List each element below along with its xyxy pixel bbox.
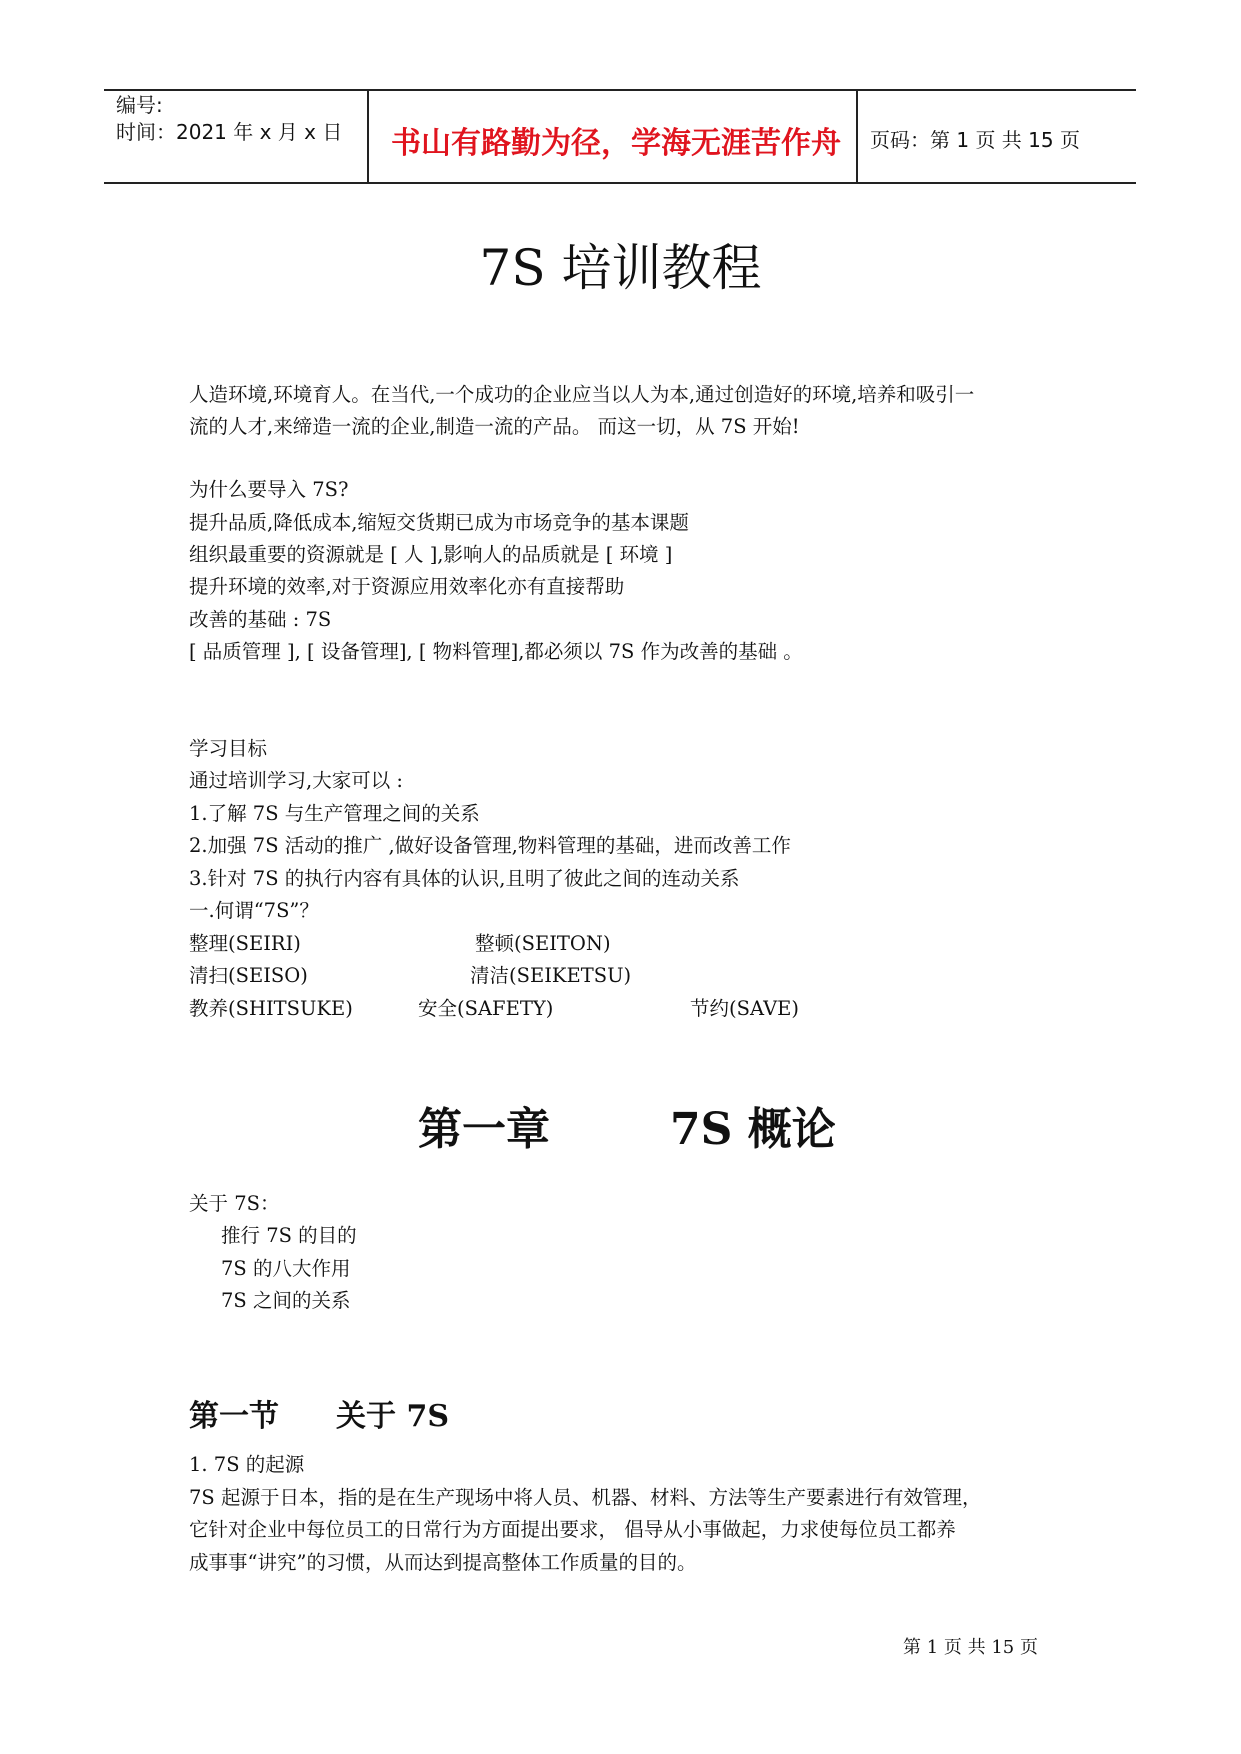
origin-line-2: 它针对企业中每位员工的日常行为方面提出要求， 倡导从小事做起，力求使每位员工都养 [189, 1518, 956, 1541]
chapter-title: 7S 概论 [670, 1104, 836, 1155]
what-is-7s: 一.何谓“7S”？ [189, 899, 319, 922]
goal-item: 2.加强 7S 活动的推广 ,做好设备管理,物料管理的基础，进而改善工作 [189, 834, 791, 857]
goals-heading: 学习目标 [189, 737, 268, 760]
seven-s-seiso: 清扫(SEISO) [189, 964, 308, 987]
chapter-number: 第一章 [418, 1104, 550, 1155]
header-time-label: 时间：2021 年 x 月 x 日 [116, 120, 343, 144]
why-item: 提升品质,降低成本,缩短交货期已成为市场竞争的基本课题 [189, 511, 689, 534]
header-page-code: 页码：第 1 页 共 15 页 [870, 128, 1080, 152]
why-item: 改善的基础 : 7S [189, 608, 332, 631]
about-item: 7S 的八大作用 [221, 1257, 351, 1280]
why-item: 组织最重要的资源就是 [ 人 ],影响人的品质就是 [ 环境 ] [189, 543, 673, 566]
seven-s-save: 节约(SAVE) [690, 997, 800, 1020]
goal-item: 3.针对 7S 的执行内容有具体的认识,且明了彼此之间的连动关系 [189, 867, 740, 890]
goals-intro: 通过培训学习,大家可以 : [189, 769, 403, 792]
section-number: 第一节 [189, 1399, 279, 1434]
origin-heading: 1. 7S 的起源 [189, 1453, 305, 1476]
header-motto: 书山有路勤为径，学海无涯苦作舟 [391, 126, 841, 161]
about-heading: 关于 7S： [189, 1192, 280, 1215]
section-title: 关于 7S [336, 1399, 449, 1434]
origin-line-3: 成事事“讲究”的习惯，从而达到提高整体工作质量的目的。 [189, 1551, 697, 1574]
why-item: 提升环境的效率,对于资源应用效率化亦有直接帮助 [189, 575, 625, 598]
about-item: 推行 7S 的目的 [221, 1224, 357, 1247]
why-item: [ 品质管理 ], [ 设备管理], [ 物料管理],都必须以 7S 作为改善的基础 。 [189, 640, 803, 663]
origin-line-1: 7S 起源于日本，指的是在生产现场中将人员、机器、材料、方法等生产要素进行有效管理， [189, 1486, 982, 1509]
header-divider-left [367, 89, 369, 184]
seven-s-seiri: 整理(SEIRI) [189, 932, 301, 955]
header-top-rule [104, 89, 1136, 91]
document-title: 7S 培训教程 [479, 239, 762, 297]
intro-line-2: 流的人才,来缔造一流的企业,制造一流的产品。 而这一切，从 7S 开始! [189, 415, 800, 438]
header-number-label: 编号: [116, 93, 163, 117]
footer-page-number: 第 1 页 共 15 页 [903, 1637, 1038, 1658]
goal-item: 1.了解 7S 与生产管理之间的关系 [189, 802, 480, 825]
header-bottom-rule [104, 182, 1136, 184]
why-heading: 为什么要导入 7S? [189, 478, 349, 501]
seven-s-shitsuke: 教养(SHITSUKE) [189, 997, 353, 1020]
header-divider-right [856, 89, 858, 184]
seven-s-seiketsu: 清洁(SEIKETSU) [470, 964, 632, 987]
about-item: 7S 之间的关系 [221, 1289, 351, 1312]
intro-line-1: 人造环境,环境育人。在当代,一个成功的企业应当以人为本,通过创造好的环境,培养和吸引一 [189, 383, 975, 406]
seven-s-safety: 安全(SAFETY) [418, 997, 554, 1020]
seven-s-seiton: 整顿(SEITON) [475, 932, 611, 955]
